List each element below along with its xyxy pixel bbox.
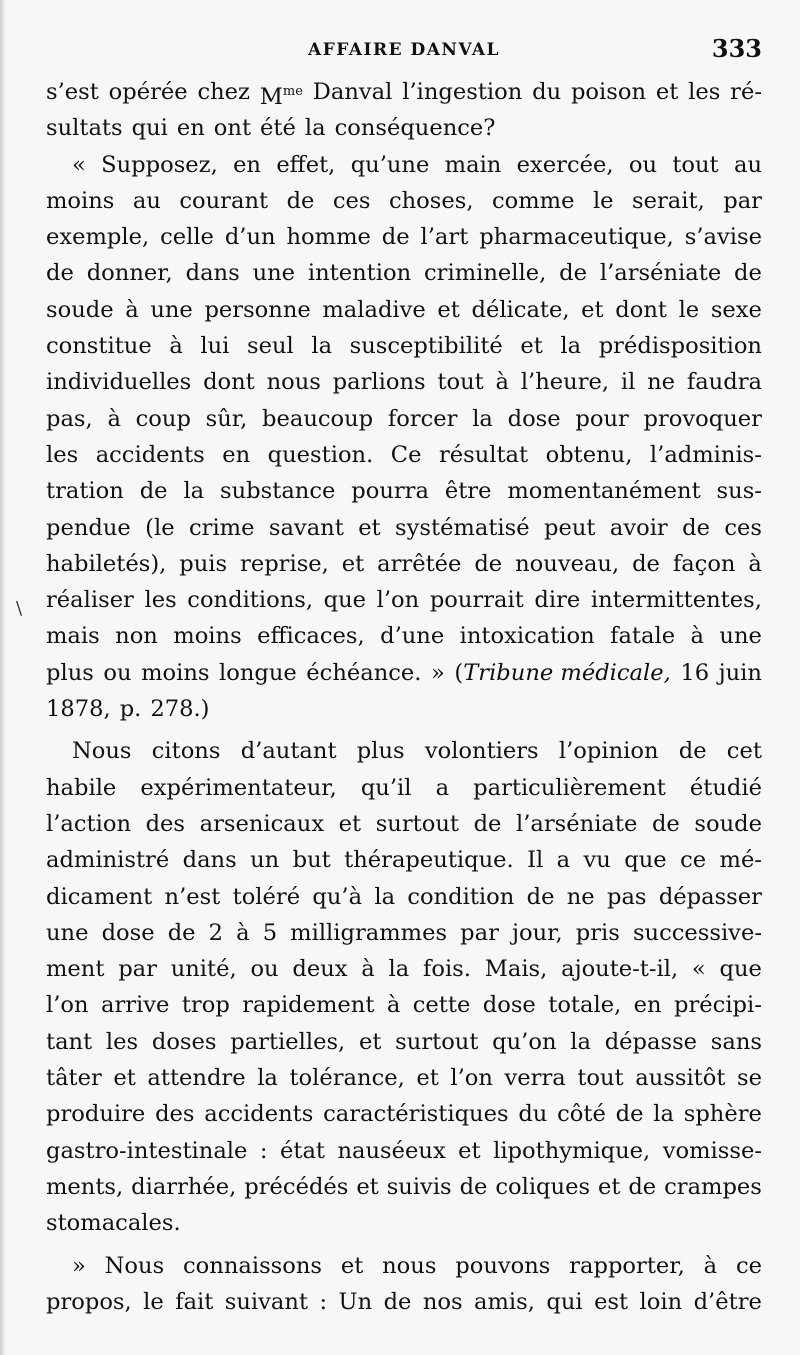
text-line: gastro-intestinale : état nauséeux et lipothymique, vomisse- — [46, 1137, 762, 1164]
text-line: tâter et attendre la tolérance, et l’on verra tout aussitôt se — [46, 1065, 762, 1092]
text-line: l’action des arsenicaux et surtout de l’arséniate de soude — [46, 810, 762, 837]
text-line: ment par unité, ou deux à la fois. Mais, ajoute-t-il, « que — [46, 956, 762, 983]
text-line: s’est opérée chez $M^{me}$ Danval l’ingestion du poison et les ré- — [46, 79, 762, 110]
text-line: tant les doses partielles, et surtout qu’on la dépasse sans — [46, 1028, 762, 1055]
text-line: propos, le fait suivant : Un de nos amis, qui est loin d’être — [46, 1288, 762, 1315]
text-line: « Supposez, en effet, qu’une main exercée, ou tout au — [72, 151, 762, 178]
text-line: pendue (le crime savant et systématisé peut avoir de ces — [46, 514, 762, 541]
text-line: produire des accidents caractéristiques du côté de la sphère — [46, 1101, 762, 1128]
text-line: une dose de 2 à 5 milligrammes par jour, pris successive- — [46, 919, 762, 946]
text-line: stomacales. — [46, 1210, 181, 1237]
text-line: ments, diarrhée, précédés et suivis de coliques et de crampes — [46, 1173, 762, 1200]
journal-title: Tribune médicale, — [463, 659, 671, 686]
text-line: Nous citons d’autant plus volontiers l’opinion de cet — [72, 738, 762, 765]
page-edge-shadow — [0, 0, 6, 1355]
body-text — [46, 74, 762, 1320]
text-line: tration de la substance pourra être momentanément sus- — [46, 478, 762, 505]
text-line: administré dans un but thérapeutique. Il a vu que ce mé- — [46, 847, 762, 874]
running-title: AFFAIRE DANVAL — [308, 40, 500, 60]
text-line: plus ou moins longue échéance. » (Tribune médicale, 16 juin — [46, 659, 762, 686]
text-line: réaliser les conditions, que l’on pourrait dire intermittentes, — [46, 587, 762, 614]
text-line: habile expérimentateur, qu’il a particulièrement étudié — [46, 774, 762, 801]
text-line: de donner, dans une intention criminelle, de l’arséniate de — [46, 260, 762, 287]
text-line: exemple, celle d’un homme de l’art pharmaceutique, s’avise — [46, 224, 762, 251]
text-line: dicament n’est toléré qu’à la condition de ne pas dépasser — [46, 883, 762, 910]
superscript: me — [282, 84, 303, 99]
text-line: moins au courant de ces choses, comme le serait, par — [46, 187, 762, 214]
text-line: 1878, p. 278.) — [46, 696, 210, 723]
margin-mark: \ — [16, 598, 23, 619]
text-line: pas, à coup sûr, beaucoup forcer la dose pour provoquer — [46, 405, 762, 432]
text-line: mais non moins efficaces, d’une intoxication fatale à une — [46, 623, 762, 650]
page-number: 333 — [711, 34, 762, 63]
text-line: » Nous connaissons et nous pouvons rapporter, à ce — [72, 1252, 762, 1279]
text-line: sultats qui en ont été la conséquence? — [46, 115, 496, 142]
page-header — [46, 34, 762, 74]
text-line: soude à une personne maladive et délicate, et dont le sexe — [46, 296, 762, 323]
text-line: constitue à lui seul la susceptibilité et la prédisposition — [46, 333, 762, 360]
text-line: les accidents en question. Ce résultat obtenu, l’adminis- — [46, 441, 762, 468]
text-line: individuelles dont nous parlions tout à l’heure, il ne faudra — [46, 369, 762, 396]
text-line: l’on arrive trop rapidement à cette dose totale, en précipi- — [46, 992, 762, 1019]
text-line: habiletés), puis reprise, et arrêtée de nouveau, de façon à — [46, 550, 762, 577]
